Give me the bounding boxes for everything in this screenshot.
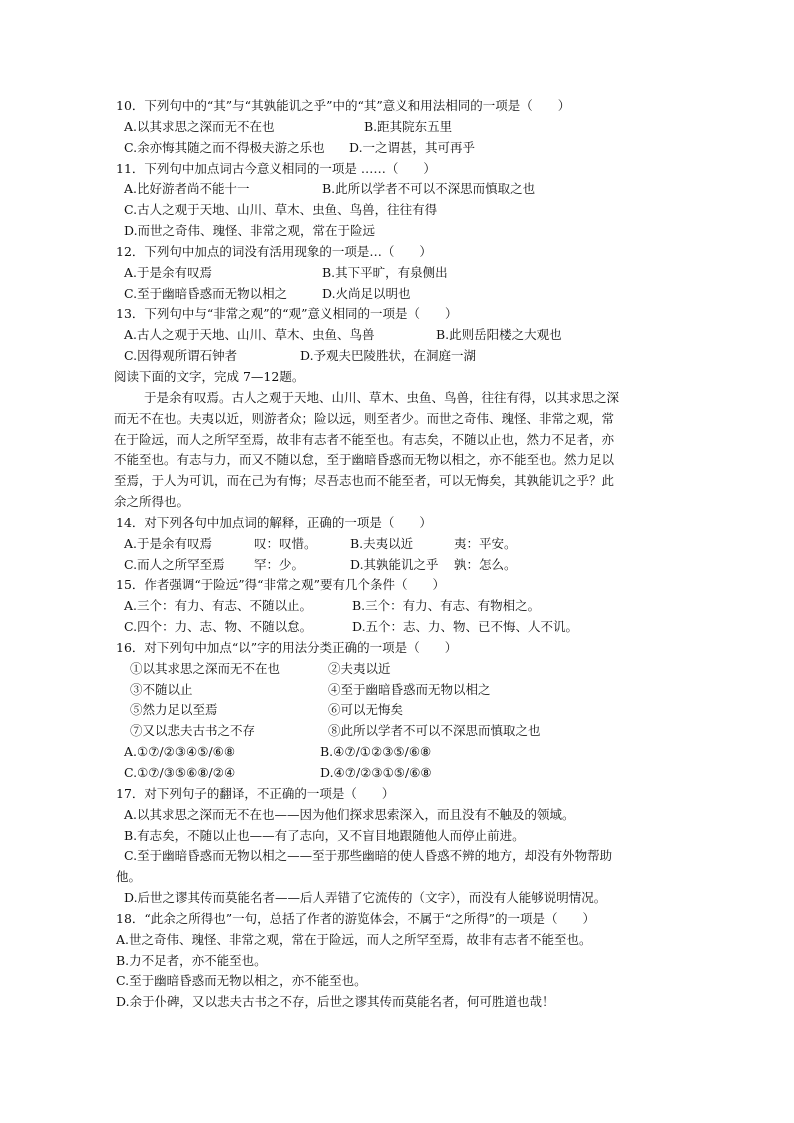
question-12-option-a: A.于是余有叹焉 xyxy=(124,264,213,280)
question-10-option-d: D.一之谓甚，其可再乎 xyxy=(349,139,476,155)
question-16-sentence-2: ②夫夷以近 xyxy=(328,660,391,676)
question-15-option-b: B.三个：有力、有志、有物相之。 xyxy=(352,598,541,614)
question-18-option-d: D.余于仆碑，又以悲夫古书之不存，后世之谬其传而莫能名者，何可胜道也哉！ xyxy=(116,994,555,1010)
question-10-options-cd xyxy=(116,138,698,159)
question-14-stem: 14．对下列各句中加点词的解释，正确的一项是（ ） xyxy=(116,514,432,530)
question-17-option-c: C.至于幽暗昏惑而无物以相之——至于那些幽暗的使人昏惑不辨的地方，却没有外物帮助 xyxy=(124,848,613,864)
question-16-option-c: C.①⑦/③⑤⑥⑧/②④ xyxy=(124,765,236,780)
passage-line: 在于险远，而人之所罕至焉，故非有志者不能至也。有志矣，不随以止也，然力不足者，亦 xyxy=(114,431,615,447)
passage-line: 不能至也。有志与力，而又不随以怠，至于幽暗昏惑而无物以相之，亦不能至也。然力足以 xyxy=(114,452,615,468)
question-17-option-b: B.有志矣，不随以止也——有了志向，又不盲目地跟随他人而停止前进。 xyxy=(124,827,525,843)
question-10-option-b: B.距其院东五里 xyxy=(364,118,453,134)
question-16-sentences-34 xyxy=(116,680,698,701)
question-16-option-d: D.④⑦/②③①⑤/⑥⑧ xyxy=(320,765,432,780)
question-13-option-c: C.因得观所谓石钟者 xyxy=(124,348,238,364)
passage-line: 而无不在也。夫夷以近，则游者众；险以远，则至者少。而世之奇伟、瑰怪、非常之观，常 xyxy=(114,410,615,426)
question-14-option-d-text: D.其孰能讥之乎 xyxy=(350,556,439,572)
question-11-stem: 11．下列句中加点词古今意义相同的一项是 ……（ ） xyxy=(116,160,436,176)
question-18-option-a: A.世之奇伟、瑰怪、非常之观，常在于险远，而人之所罕至焉，故非有志者不能至也。 xyxy=(116,931,592,947)
question-14-option-c-text: C.而人之所罕至焉 xyxy=(124,556,225,572)
question-14-option-b-gloss: 夷：平安。 xyxy=(454,535,517,551)
question-10-options-ab xyxy=(116,117,698,138)
question-17-option-a: A.以其求思之深而无不在也——因为他们探求思索深入，而且没有不触及的领域。 xyxy=(124,806,575,822)
question-16-sentence-6: ⑥可以无悔矣 xyxy=(328,702,404,718)
question-14-option-a-gloss: 叹：叹惜。 xyxy=(254,535,317,551)
question-14-option-c-gloss: 罕：少。 xyxy=(254,556,305,572)
reading-intro: 阅读下面的文字，完成 7—12题。 xyxy=(114,368,305,384)
question-17-stem: 17．对下列句子的翻译，不正确的一项是（ ） xyxy=(116,785,395,801)
question-16-sentence-3: ③不随以止 xyxy=(130,681,193,697)
question-12-options-ab xyxy=(116,263,698,284)
question-18-option-b: B.力不足者，亦不能至也。 xyxy=(116,952,267,968)
question-16-sentence-1: ①以其求思之深而无不在也 xyxy=(130,660,281,676)
question-13-stem: 13．下列句中与“非常之观”的“观”意义相同的一项是（ ） xyxy=(116,306,458,322)
question-10-option-c: C.余亦悔其随之而不得极夫游之乐也 xyxy=(124,139,325,155)
question-16-sentences-56 xyxy=(116,700,698,721)
question-11-option-b: B.此所以学者不可以不深思而慎取之也 xyxy=(322,181,536,197)
question-16-sentences-12 xyxy=(116,659,698,680)
question-16-option-a: A.①⑦/②③④⑤/⑥⑧ xyxy=(124,744,236,760)
question-18-option-c: C.至于幽暗昏惑而无物以相之，亦不能至也。 xyxy=(116,973,367,989)
question-16-sentence-4: ④至于幽暗昏惑而无物以相之 xyxy=(328,681,491,697)
question-12-option-d: D.火尚足以明也 xyxy=(322,285,411,301)
question-14-options-cd xyxy=(116,555,698,576)
question-10-stem: 10．下列句中的“其”与“其孰能讥之乎”中的“其”意义和用法相同的一项是（ ） xyxy=(116,98,571,113)
question-12-options-cd xyxy=(116,284,698,305)
question-16-sentence-7: ⑦又以悲夫古书之不存 xyxy=(130,723,256,739)
question-17-option-d: D.后世之谬其传而莫能名者——后人弄错了它流传的（文字），而没有人能够说明情况。 xyxy=(124,890,607,906)
question-16-sentence-8: ⑧此所以学者不可以不深思而慎取之也 xyxy=(328,723,541,739)
question-11-option-c: C.古人之观于天地、山川、草木、虫鱼、鸟兽，往往有得 xyxy=(124,202,438,218)
passage-line: 于是余有叹焉。古人之观于天地、山川、草木、虫鱼、鸟兽，往往有得，以其求思之深 xyxy=(144,389,620,405)
question-10-option-a: A.以其求思之深而无不在也 xyxy=(124,118,275,134)
question-16-option-b: B.④⑦/①②③⑤/⑥⑧ xyxy=(320,744,432,760)
question-15-option-a: A.三个：有力、有志、不随以止。 xyxy=(124,598,313,614)
question-13-options-cd xyxy=(116,346,698,367)
question-14-options-ab xyxy=(116,534,698,555)
question-13-options-ab xyxy=(116,325,698,346)
passage-line: 余之所得也。 xyxy=(114,494,190,510)
reading-passage xyxy=(114,388,698,513)
question-11-option-a: A.比好游者尚不能十一 xyxy=(124,181,250,197)
question-16-sentence-5: ⑤然力足以至焉 xyxy=(130,702,218,718)
question-15-options-ab xyxy=(116,596,698,617)
question-16-sentences-78 xyxy=(116,721,698,742)
question-18-stem: 18．“此余之所得也”一句，总括了作者的游览体会，不属于“之所得”的一项是（ ） xyxy=(116,910,595,926)
exam-page xyxy=(116,96,698,1013)
question-16-stem: 16．对下列句中加点“以”字的用法分类正确的一项是（ ） xyxy=(116,639,458,655)
question-16-options-ab xyxy=(116,742,698,763)
question-15-option-d: D.五个：志、力、物、已不悔、人不讥。 xyxy=(352,619,579,635)
question-11-options-ab xyxy=(116,179,698,200)
question-17-option-c-continued: 他。 xyxy=(116,869,142,885)
question-12-stem: 12．下列句中加点的词没有活用现象的一项是…（ ） xyxy=(116,243,432,259)
question-12-option-b: B.其下平旷，有泉侧出 xyxy=(322,264,448,280)
question-13-option-b: B.此则岳阳楼之大观也 xyxy=(436,327,562,343)
question-15-option-c: C.四个：力、志、物、不随以怠。 xyxy=(124,619,313,635)
question-13-option-d: D.予观夫巴陵胜状，在洞庭一湖 xyxy=(300,348,477,364)
question-16-options-cd xyxy=(116,763,698,784)
question-12-option-c: C.至于幽暗昏惑而无物以相之 xyxy=(124,285,288,301)
question-15-options-cd xyxy=(116,617,698,638)
question-13-option-a: A.古人之观于天地、山川、草木、虫鱼、鸟兽 xyxy=(124,327,375,343)
question-11-option-d: D.而世之奇伟、瑰怪、非常之观，常在于险远 xyxy=(124,223,376,239)
question-14-option-d-gloss: 孰：怎么。 xyxy=(454,556,517,572)
question-14-option-b-text: B.夫夷以近 xyxy=(350,535,414,551)
question-15-stem: 15．作者强调“于险远”得“非常之观”要有几个条件（ ） xyxy=(116,577,445,593)
question-14-option-a-text: A.于是余有叹焉 xyxy=(124,535,213,551)
passage-line: 至焉，于人为可讥，而在己为有悔；尽吾志也而不能至者，可以无悔矣，其孰能讥之乎？此 xyxy=(114,473,615,489)
